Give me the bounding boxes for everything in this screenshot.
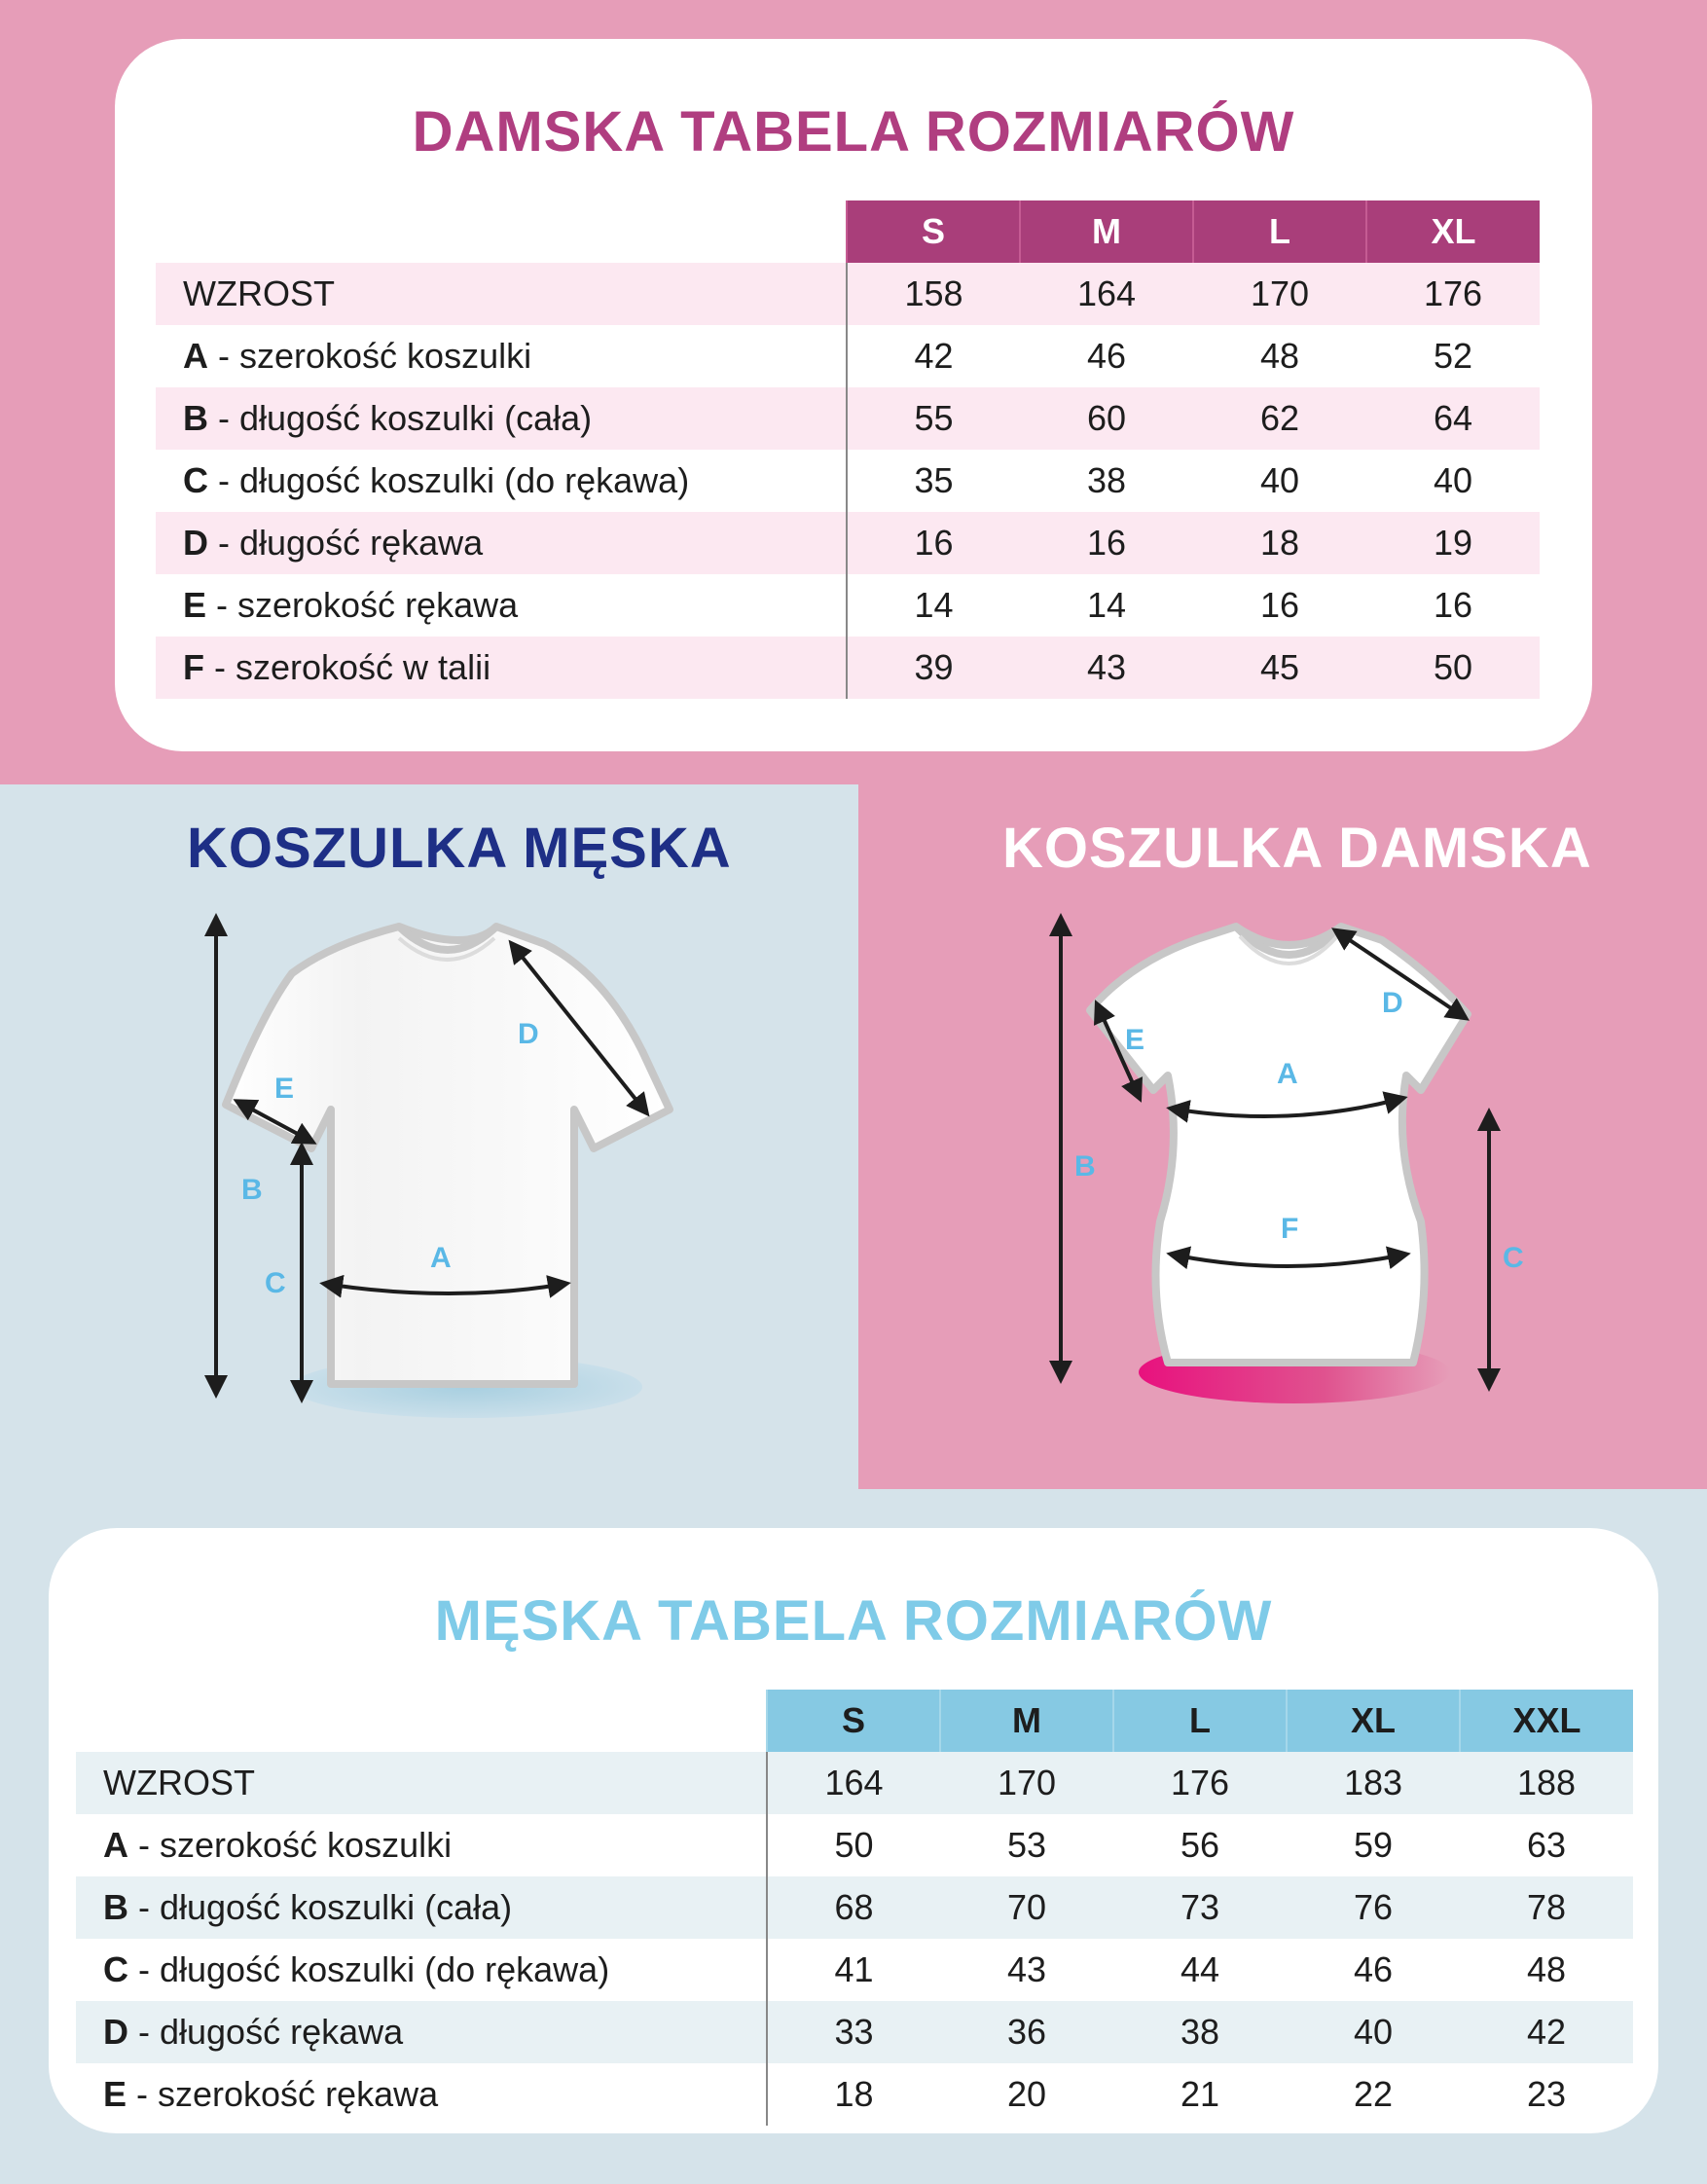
table-cell: 16 bbox=[1433, 585, 1473, 625]
men-chart-title: MĘSKA TABELA ROZMIARÓW bbox=[434, 1589, 1273, 1653]
size-header: M bbox=[940, 1690, 1113, 1752]
table-cell: 36 bbox=[940, 2001, 1113, 2063]
table-cell: 70 bbox=[940, 1876, 1113, 1939]
size-header: XXL bbox=[1460, 1690, 1633, 1752]
table-row bbox=[76, 1814, 1633, 1876]
women-label-f: F bbox=[1281, 1213, 1299, 1245]
men-shirt-diagram bbox=[185, 905, 691, 1431]
table-cell: 48 bbox=[1526, 1949, 1567, 1989]
women-label-e: E bbox=[1125, 1024, 1145, 1056]
men-shirt-shape bbox=[226, 927, 670, 1418]
men-label-a: A bbox=[430, 1242, 452, 1274]
table-cell: 59 bbox=[1353, 1825, 1394, 1865]
women-shirt-shape bbox=[1090, 927, 1468, 1403]
men-size-table bbox=[76, 1690, 1633, 2126]
men-table-header-row bbox=[76, 1690, 1633, 1752]
table-cell: 56 bbox=[1180, 1825, 1220, 1865]
row-code: A bbox=[183, 336, 208, 376]
men-label-d: D bbox=[518, 1018, 539, 1050]
size-header: S bbox=[767, 1690, 940, 1752]
row-label: C - długość koszulki (do rękawa) bbox=[76, 1939, 767, 2001]
row-label: WZROST bbox=[156, 263, 847, 325]
women-shirt-diagram bbox=[1032, 905, 1538, 1431]
table-row bbox=[156, 387, 1540, 450]
table-cell: 14 bbox=[914, 585, 954, 625]
table-cell: 158 bbox=[847, 263, 1020, 325]
table-cell: 63 bbox=[1526, 1825, 1567, 1865]
table-cell: 52 bbox=[1433, 336, 1473, 376]
header-blank bbox=[76, 1690, 767, 1752]
table-cell: 176 bbox=[1113, 1752, 1287, 1814]
table-cell: 164 bbox=[767, 1752, 940, 1814]
row-label: B - długość koszulki (cała) bbox=[76, 1876, 767, 1939]
table-cell: 170 bbox=[940, 1752, 1113, 1814]
row-code: A bbox=[103, 1825, 128, 1865]
table-row bbox=[76, 1876, 1633, 1939]
table-cell: 76 bbox=[1287, 1876, 1460, 1939]
women-label-b: B bbox=[1074, 1150, 1096, 1183]
header-blank bbox=[156, 200, 847, 263]
row-label: A - szerokość koszulki bbox=[76, 1814, 767, 1876]
women-label-c: C bbox=[1503, 1242, 1524, 1274]
table-cell: 18 bbox=[834, 2074, 874, 2114]
row-code: C bbox=[183, 460, 208, 500]
table-cell: 40 bbox=[1287, 2001, 1460, 2063]
table-cell: 42 bbox=[1460, 2001, 1633, 2063]
table-cell: 38 bbox=[1113, 2001, 1287, 2063]
table-cell: 68 bbox=[767, 1876, 940, 1939]
women-size-chart-card bbox=[115, 39, 1592, 751]
table-row bbox=[76, 1752, 1633, 1814]
table-cell: 53 bbox=[1006, 1825, 1047, 1865]
row-label: F - szerokość w talii bbox=[156, 637, 847, 699]
table-cell: 73 bbox=[1113, 1876, 1287, 1939]
row-label: E - szerokość rękawa bbox=[156, 574, 847, 637]
table-cell: 35 bbox=[914, 460, 954, 500]
table-row bbox=[156, 450, 1540, 512]
women-label-d: D bbox=[1382, 987, 1403, 1019]
table-cell: 14 bbox=[1086, 585, 1127, 625]
table-row bbox=[156, 637, 1540, 699]
table-cell: 78 bbox=[1460, 1876, 1633, 1939]
table-row bbox=[156, 574, 1540, 637]
size-header: L bbox=[1193, 200, 1366, 263]
table-row bbox=[156, 263, 1540, 325]
row-label: WZROST bbox=[76, 1752, 767, 1814]
women-chart-title: DAMSKA TABELA ROZMIARÓW bbox=[412, 100, 1295, 164]
women-label-a: A bbox=[1277, 1058, 1298, 1090]
size-header: M bbox=[1020, 200, 1193, 263]
table-cell: 23 bbox=[1526, 2074, 1567, 2114]
row-code: B bbox=[183, 398, 208, 438]
row-code: D bbox=[183, 523, 208, 563]
row-code: E bbox=[183, 585, 207, 625]
table-cell: 164 bbox=[1020, 263, 1193, 325]
size-header: L bbox=[1113, 1690, 1287, 1752]
table-cell: 40 bbox=[1433, 460, 1473, 500]
table-cell: 43 bbox=[1020, 637, 1193, 699]
table-cell: 20 bbox=[1006, 2074, 1047, 2114]
table-cell: 46 bbox=[1086, 336, 1127, 376]
table-row bbox=[76, 1939, 1633, 2001]
table-cell: 62 bbox=[1193, 387, 1366, 450]
table-cell: 50 bbox=[834, 1825, 874, 1865]
table-cell: 33 bbox=[767, 2001, 940, 2063]
table-cell: 64 bbox=[1366, 387, 1540, 450]
women-size-table bbox=[156, 200, 1540, 699]
table-row bbox=[156, 325, 1540, 387]
table-cell: 48 bbox=[1259, 336, 1300, 376]
row-label: B - długość koszulki (cała) bbox=[156, 387, 847, 450]
women-shirt-title: KOSZULKA DAMSKA bbox=[1002, 817, 1592, 880]
table-cell: 21 bbox=[1180, 2074, 1220, 2114]
table-cell: 60 bbox=[1020, 387, 1193, 450]
row-label: C - długość koszulki (do rękawa) bbox=[156, 450, 847, 512]
row-label: A - szerokość koszulki bbox=[156, 325, 847, 387]
table-cell: 183 bbox=[1287, 1752, 1460, 1814]
table-cell: 16 bbox=[847, 512, 1020, 574]
row-label: D - długość rękawa bbox=[156, 512, 847, 574]
table-cell: 38 bbox=[1086, 460, 1127, 500]
size-header: XL bbox=[1287, 1690, 1460, 1752]
men-label-c: C bbox=[265, 1267, 286, 1299]
men-label-e: E bbox=[274, 1073, 295, 1105]
women-table-header-row bbox=[156, 200, 1540, 263]
size-header: XL bbox=[1366, 200, 1540, 263]
table-cell: 188 bbox=[1460, 1752, 1633, 1814]
table-cell: 46 bbox=[1353, 1949, 1394, 1989]
table-cell: 16 bbox=[1259, 585, 1300, 625]
row-code: D bbox=[103, 2012, 128, 2052]
table-cell: 45 bbox=[1193, 637, 1366, 699]
table-cell: 39 bbox=[847, 637, 1020, 699]
row-code: B bbox=[103, 1887, 128, 1927]
men-label-b: B bbox=[241, 1174, 263, 1206]
men-size-chart-card bbox=[49, 1528, 1658, 2133]
table-cell: 43 bbox=[1006, 1949, 1047, 1989]
table-cell: 41 bbox=[834, 1949, 874, 1989]
table-cell: 170 bbox=[1193, 263, 1366, 325]
row-code: C bbox=[103, 1949, 128, 1989]
table-cell: 55 bbox=[847, 387, 1020, 450]
table-cell: 176 bbox=[1366, 263, 1540, 325]
table-cell: 22 bbox=[1353, 2074, 1394, 2114]
table-cell: 42 bbox=[914, 336, 954, 376]
table-cell: 19 bbox=[1366, 512, 1540, 574]
table-row bbox=[76, 2001, 1633, 2063]
size-header: S bbox=[847, 200, 1020, 263]
table-row bbox=[76, 2063, 1633, 2126]
row-code: E bbox=[103, 2074, 127, 2114]
row-label: D - długość rękawa bbox=[76, 2001, 767, 2063]
table-cell: 18 bbox=[1193, 512, 1366, 574]
table-cell: 16 bbox=[1020, 512, 1193, 574]
table-cell: 50 bbox=[1366, 637, 1540, 699]
table-row bbox=[156, 512, 1540, 574]
men-shirt-title: KOSZULKA MĘSKA bbox=[187, 817, 732, 880]
table-cell: 44 bbox=[1180, 1949, 1220, 1989]
row-code: F bbox=[183, 647, 204, 687]
row-label: E - szerokość rękawa bbox=[76, 2063, 767, 2126]
table-cell: 40 bbox=[1259, 460, 1300, 500]
